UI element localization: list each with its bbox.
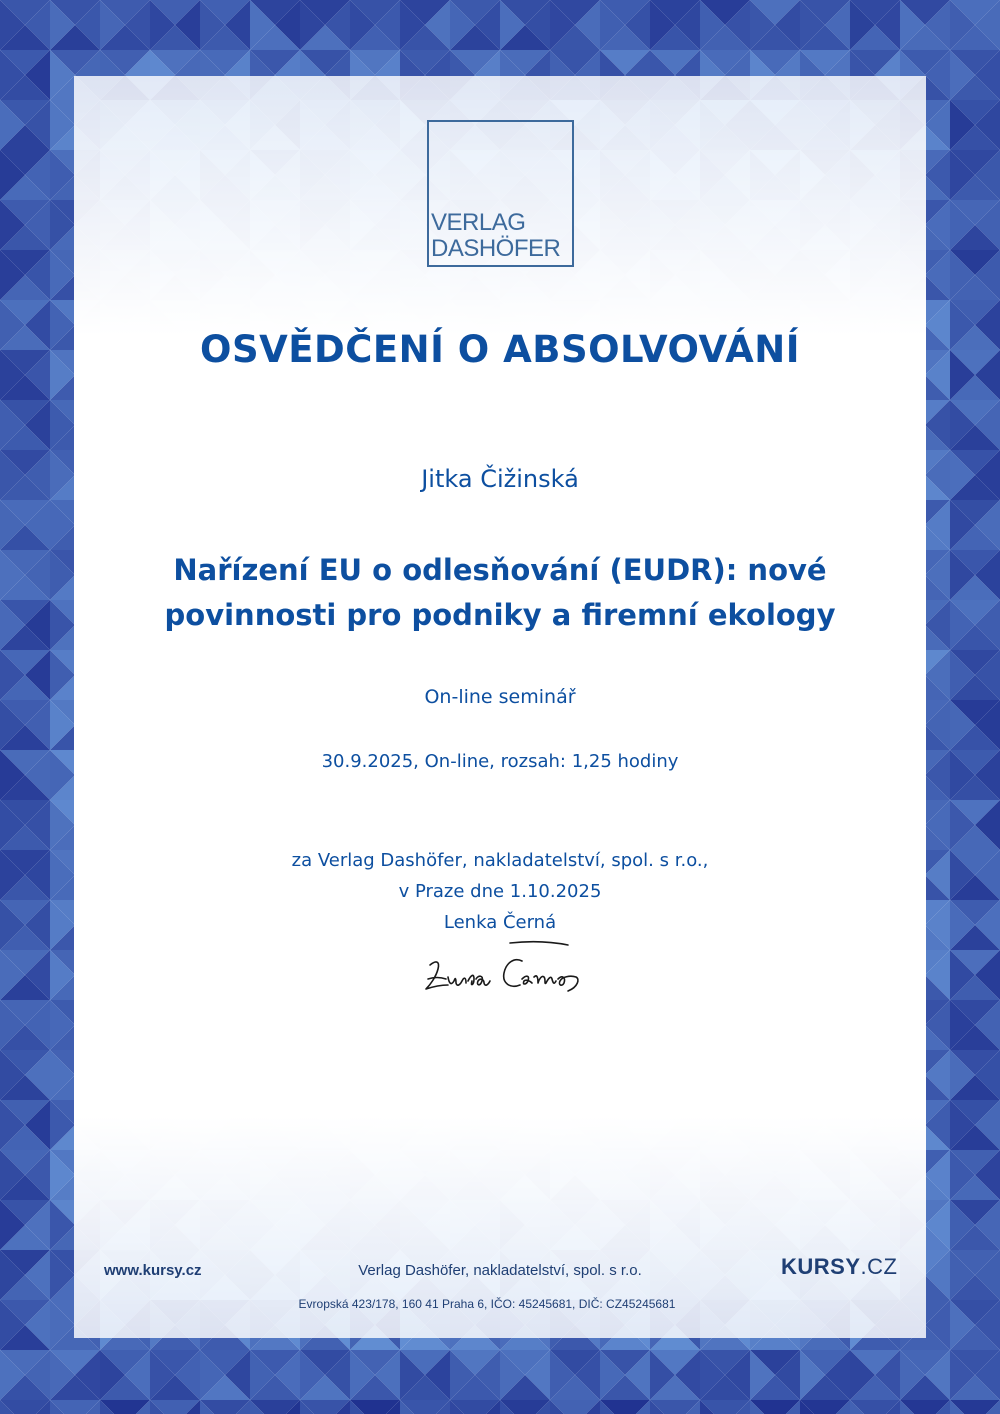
footer-company-name: Verlag Dashöfer, nakladatelství, spol. s r.o. — [358, 1262, 642, 1279]
issuer-company: za Verlag Dashöfer, nakladatelství, spol. s r.o., — [291, 850, 709, 871]
signatory-name: Lenka Černá — [443, 912, 557, 933]
recipient-name: Jitka Čižinská — [421, 465, 579, 493]
course-title-line-1: Nařízení EU o odlesňování (EUDR): nové — [173, 553, 827, 587]
logo-line-2: DASHÖFER — [431, 235, 561, 262]
handwritten-signature — [418, 935, 588, 1000]
course-details: 30.9.2025, On-line, rozsah: 1,25 hodiny — [321, 751, 679, 772]
certificate-title: OSVĚDČENÍ O ABSOLVOVÁNÍ — [200, 328, 800, 371]
course-type: On-line seminář — [424, 686, 576, 708]
footer-website-link[interactable]: www.kursy.cz — [104, 1262, 202, 1279]
issuer-block — [0, 845, 1000, 938]
issue-place-date: v Praze dne 1.10.2025 — [398, 881, 602, 902]
verlag-dashofer-logo — [427, 120, 574, 267]
kursy-logo-bold: KURSY — [781, 1254, 861, 1279]
course-title — [100, 548, 900, 638]
footer-address: Evropská 423/178, 160 41 Praha 6, IČO: 45245681, DIČ: CZ45245681 — [298, 1297, 676, 1311]
kursy-logo-suffix: .CZ — [860, 1254, 898, 1279]
logo-line-1: VERLAG — [431, 209, 526, 236]
kursy-cz-logo — [781, 1254, 897, 1280]
course-title-line-2: povinnosti pro podniky a firemní ekology — [164, 598, 836, 632]
